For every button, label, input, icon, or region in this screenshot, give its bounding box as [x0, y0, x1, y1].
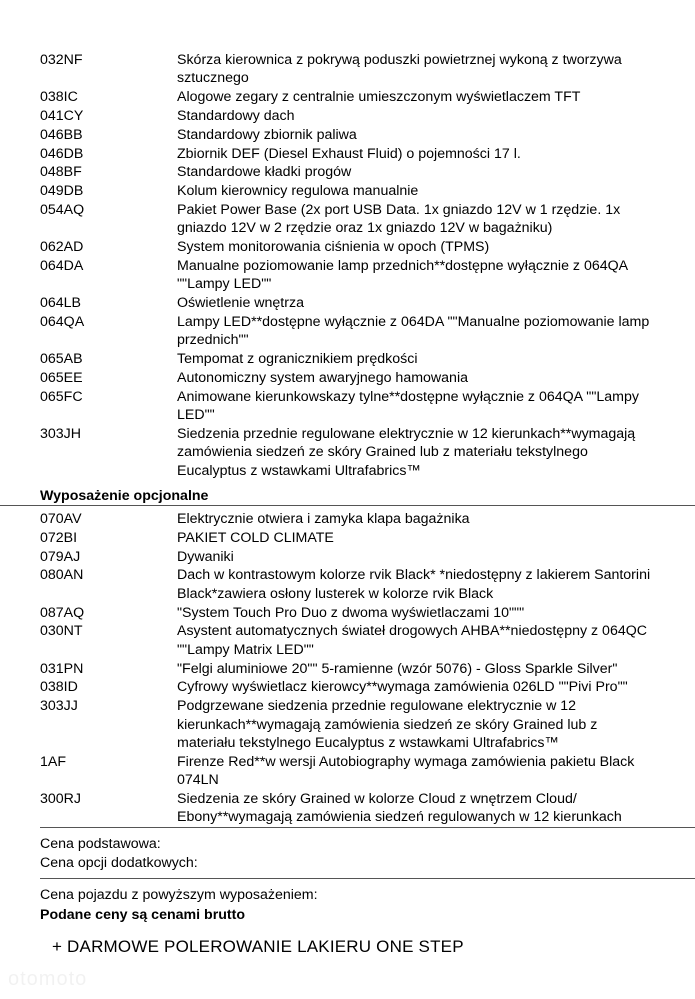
section-divider [0, 505, 695, 506]
equipment-code: 054AQ [40, 201, 85, 218]
equipment-row [40, 678, 695, 696]
equipment-description: Skórza kierownica z pokrywą poduszki powietrznej wykoną z tworzywa sztucznego [177, 52, 622, 87]
equipment-description: System monitorowania ciśnienia w opoch (TPMS) [177, 239, 490, 256]
total-price-label: Cena pojazdu z powyższym wyposażeniem: [40, 887, 318, 903]
equipment-row [40, 350, 695, 368]
equipment-description: "Felgi aluminiowe 20"" 5-ramienne (wzór 5076) - Gloss Sparkle Silver" [177, 660, 618, 677]
equipment-code: 303JH [40, 425, 82, 442]
equipment-row [40, 163, 695, 181]
equipment-row [40, 182, 695, 200]
equipment-row [40, 126, 695, 144]
equipment-code: 1AF [40, 753, 67, 770]
equipment-row [40, 510, 695, 528]
equipment-row [40, 369, 695, 387]
equipment-row [40, 145, 695, 163]
equipment-row [40, 313, 695, 350]
equipment-code: 080AN [40, 567, 84, 584]
equipment-code: 038IC [40, 89, 78, 106]
equipment-description: PAKIET COLD CLIMATE [177, 529, 334, 546]
equipment-row [40, 201, 695, 238]
equipment-code: 087AQ [40, 604, 85, 621]
equipment-code: 064LB [40, 295, 82, 312]
equipment-code: 065EE [40, 369, 83, 386]
equipment-code: 065FC [40, 388, 83, 405]
equipment-row [40, 660, 695, 678]
equipment-description: Lampy LED**dostępne wyłącznie z 064DA ""Manualne poziomowanie lamp przednich"" [177, 313, 650, 349]
equipment-code: 030NT [40, 623, 83, 640]
equipment-description: Standardowe kładki progów [177, 164, 352, 181]
equipment-description: Tempomat z ogranicznikiem prędkości [177, 351, 418, 368]
equipment-description: Asystent automatycznych świateł drogowych AHBA**niedostępny z 064QC ""Lampy Matrix LED"" [177, 623, 648, 658]
equipment-description: "System Touch Pro Duo z dwoma wyświetlaczami 10""" [177, 604, 525, 621]
optional-equipment-heading: Wyposażenie opcjonalne [40, 488, 209, 504]
equipment-description: Pakiet Power Base (2x port USB Data. 1x gniazdo 12V w 1 rzędzie. 1x gniazdo 12V w 2 rzędzie oraz 1x gniazdo 12V w bagażniku) [177, 201, 621, 237]
equipment-description: Cyfrowy wyświetlacz kierowcy**wymaga zamówienia 026LD ""Pivi Pro"" [177, 679, 628, 696]
equipment-row [40, 697, 695, 752]
equipment-row [40, 88, 695, 106]
equipment-code: 072BI [40, 529, 78, 546]
equipment-description: Alogowe zegary z centralnie umieszczonym wyświetlaczem TFT [177, 89, 581, 106]
equipment-code: 065AB [40, 351, 83, 368]
equipment-description: Standardowy zbiornik paliwa [177, 126, 357, 143]
equipment-code: 079AJ [40, 548, 81, 565]
equipment-description: Podgrzewane siedzenia przednie regulowane elektrycznie w 12 kierunkach**wymagają zamówienia siedzeń ze skóry Grained lub z materiału tekstylnego Eucalyptus z wstawkami Ultrafabrics™ [177, 698, 598, 751]
equipment-code: 303JJ [40, 698, 78, 715]
equipment-row [40, 529, 695, 547]
equipment-code: 064QA [40, 313, 85, 330]
equipment-row [40, 107, 695, 125]
equipment-row [40, 548, 695, 566]
equipment-row [40, 622, 695, 659]
equipment-description: Zbiornik DEF (Diesel Exhaust Fluid) o pojemności 17 l. [177, 145, 521, 162]
equipment-row [40, 566, 695, 603]
equipment-code: 032NF [40, 52, 83, 68]
equipment-description: Firenze Red**w wersji Autobiography wymaga zamówienia pakietu Black 074LN [177, 753, 635, 789]
equipment-code: 048BF [40, 164, 82, 181]
equipment-code: 300RJ [40, 791, 82, 807]
equipment-row [40, 790, 695, 827]
equipment-code: 062AD [40, 239, 84, 256]
promo-text: + DARMOWE POLEROWANIE LAKIERU ONE STEP [52, 937, 464, 956]
equipment-code: 064DA [40, 257, 84, 274]
options-price-label: Cena opcji dodatkowych: [40, 855, 198, 871]
equipment-row [40, 294, 695, 312]
equipment-description: Dywaniki [177, 548, 234, 565]
equipment-description: Elektrycznie otwiera i zamyka klapa bagażnika [177, 511, 470, 527]
equipment-row [40, 51, 695, 88]
equipment-row [40, 753, 695, 790]
base-price-label: Cena podstawowa: [40, 836, 161, 852]
equipment-row [40, 425, 695, 480]
watermark-logo: otomoto [8, 968, 88, 990]
equipment-description: Autonomiczny system awaryjnego hamowania [177, 369, 468, 386]
equipment-code: 046BB [40, 126, 83, 143]
total-divider [40, 878, 695, 879]
equipment-row [40, 604, 695, 622]
equipment-row [40, 388, 695, 425]
equipment-description: Animowane kierunkowskazy tylne**dostępne wyłącznie z 064QA ""Lampy LED"" [177, 388, 639, 424]
optional-equipment-list [40, 510, 695, 827]
equipment-code: 031PN [40, 660, 84, 677]
equipment-code: 046DB [40, 145, 84, 162]
gross-price-note: Podane ceny są cenami brutto [40, 907, 245, 923]
equipment-description: Dach w kontrastowym kolorze rvik Black* *niedostępny z lakierem Santorini Black*zawiera osłony lusterek w kolorze rvik Black [177, 567, 651, 602]
equipment-code: 038ID [40, 679, 78, 696]
equipment-description: Manualne poziomowanie lamp przednich**dostępne wyłącznie z 064QA ""Lampy LED"" [177, 257, 628, 293]
equipment-code: 049DB [40, 183, 84, 200]
equipment-description: Siedzenia przednie regulowane elektrycznie w 12 kierunkach**wymagają zamówienia siedzeń ze skóry Grained lub z materiału tekstylnego Eucalyptus z wstawkami Ultrafabrics™ [177, 425, 636, 479]
equipment-code: 041CY [40, 108, 84, 124]
equipment-code: 070AV [40, 511, 82, 527]
equipment-description: Oświetlenie wnętrza [177, 295, 304, 312]
equipment-description: Kolum kierownicy regulowa manualnie [177, 183, 419, 200]
pricing-divider [40, 827, 695, 828]
equipment-row [40, 257, 695, 294]
equipment-description: Standardowy dach [177, 108, 295, 124]
equipment-description: Siedzenia ze skóry Grained w kolorze Cloud z wnętrzem Cloud/ Ebony**wymagają zamówienia siedzeń regulowanych w 12 kierunkach [177, 791, 622, 826]
equipment-row [40, 238, 695, 256]
standard-equipment-list [40, 51, 695, 481]
